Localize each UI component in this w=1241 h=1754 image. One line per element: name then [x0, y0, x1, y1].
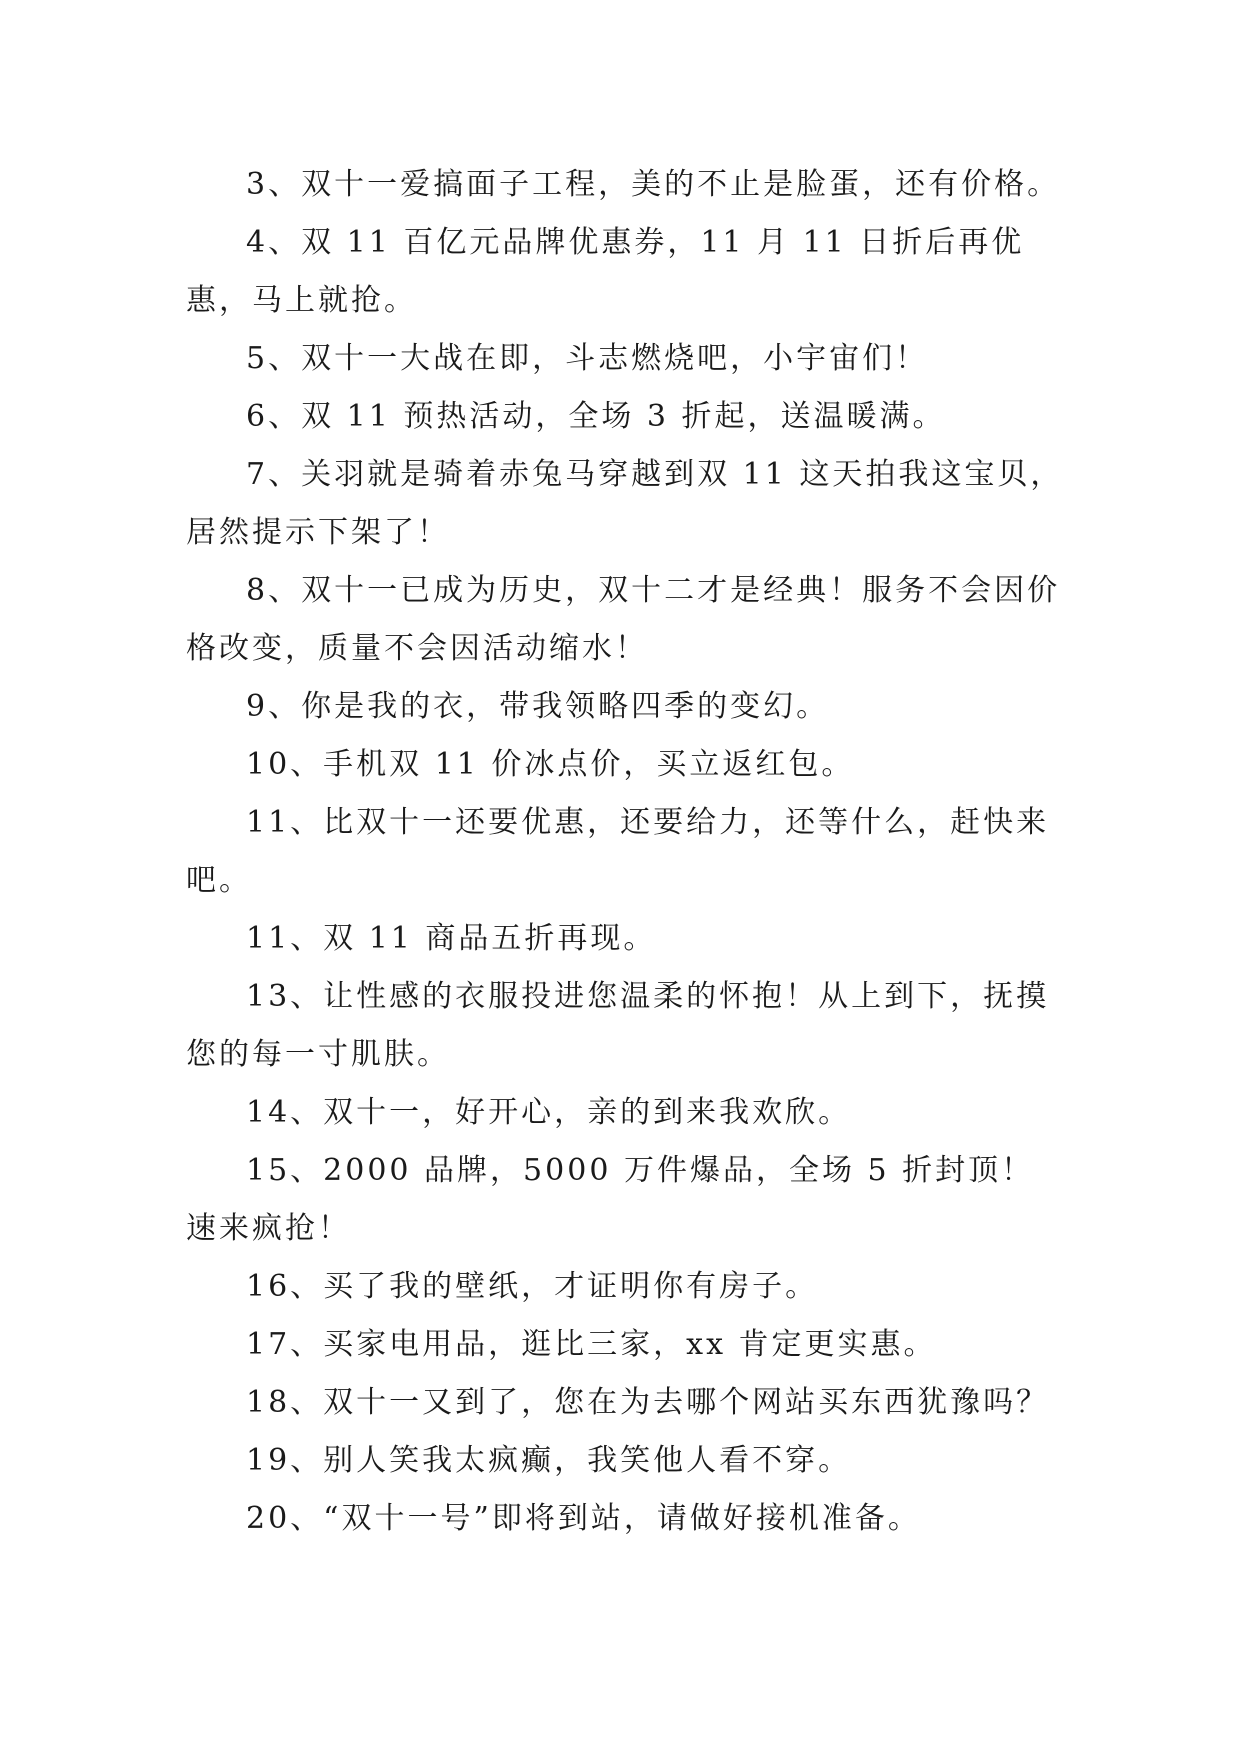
- paragraph: 7、关羽就是骑着赤兔马穿越到双 11 这天拍我这宝贝，居然提示下架了！: [186, 457, 1064, 550]
- paragraph: 10、手机双 11 价冰点价，买立返红包。: [246, 747, 855, 782]
- paragraph: 19、别人笑我太疯癫，我笑他人看不穿。: [246, 1443, 852, 1478]
- document-body: [186, 156, 1066, 1548]
- paragraph: 4、双 11 百亿元品牌优惠券，11 月 11 日折后再优惠，马上就抢。: [186, 225, 1025, 318]
- paragraph: 20、“双十一号”即将到站，请做好接机准备。: [246, 1501, 921, 1536]
- paragraph: 5、双十一大战在即，斗志燃烧吧，小宇宙们！: [246, 341, 929, 376]
- paragraph: 18、双十一又到了，您在为去哪个网站买东西犹豫吗？: [246, 1385, 1050, 1420]
- paragraph: 3、双十一爱搞面子工程，美的不止是脸蛋，还有价格。: [246, 167, 1061, 202]
- paragraph: 17、买家电用品，逛比三家，xx 肯定更实惠。: [246, 1327, 937, 1362]
- paragraph: 13、让性感的衣服投进您温柔的怀抱！从上到下，抚摸您的每一寸肌肤。: [186, 979, 1050, 1072]
- paragraph: 15、2000 品牌，5000 万件爆品，全场 5 折封顶！速来疯抢！: [186, 1153, 1035, 1246]
- paragraph: 6、双 11 预热活动，全场 3 折起，送温暖满。: [246, 399, 946, 434]
- paragraph: 11、比双十一还要优惠，还要给力，还等什么，赶快来吧。: [186, 805, 1050, 898]
- paragraph: 16、买了我的壁纸，才证明你有房子。: [246, 1269, 819, 1304]
- paragraph: 8、双十一已成为历史，双十二才是经典！服务不会因价格改变，质量不会因活动缩水！: [186, 573, 1061, 666]
- paragraph: 9、你是我的衣，带我领略四季的变幻。: [246, 689, 830, 724]
- paragraph: 11、双 11 商品五折再现。: [246, 921, 657, 956]
- paragraph: 14、双十一，好开心，亲的到来我欢欣。: [246, 1095, 852, 1130]
